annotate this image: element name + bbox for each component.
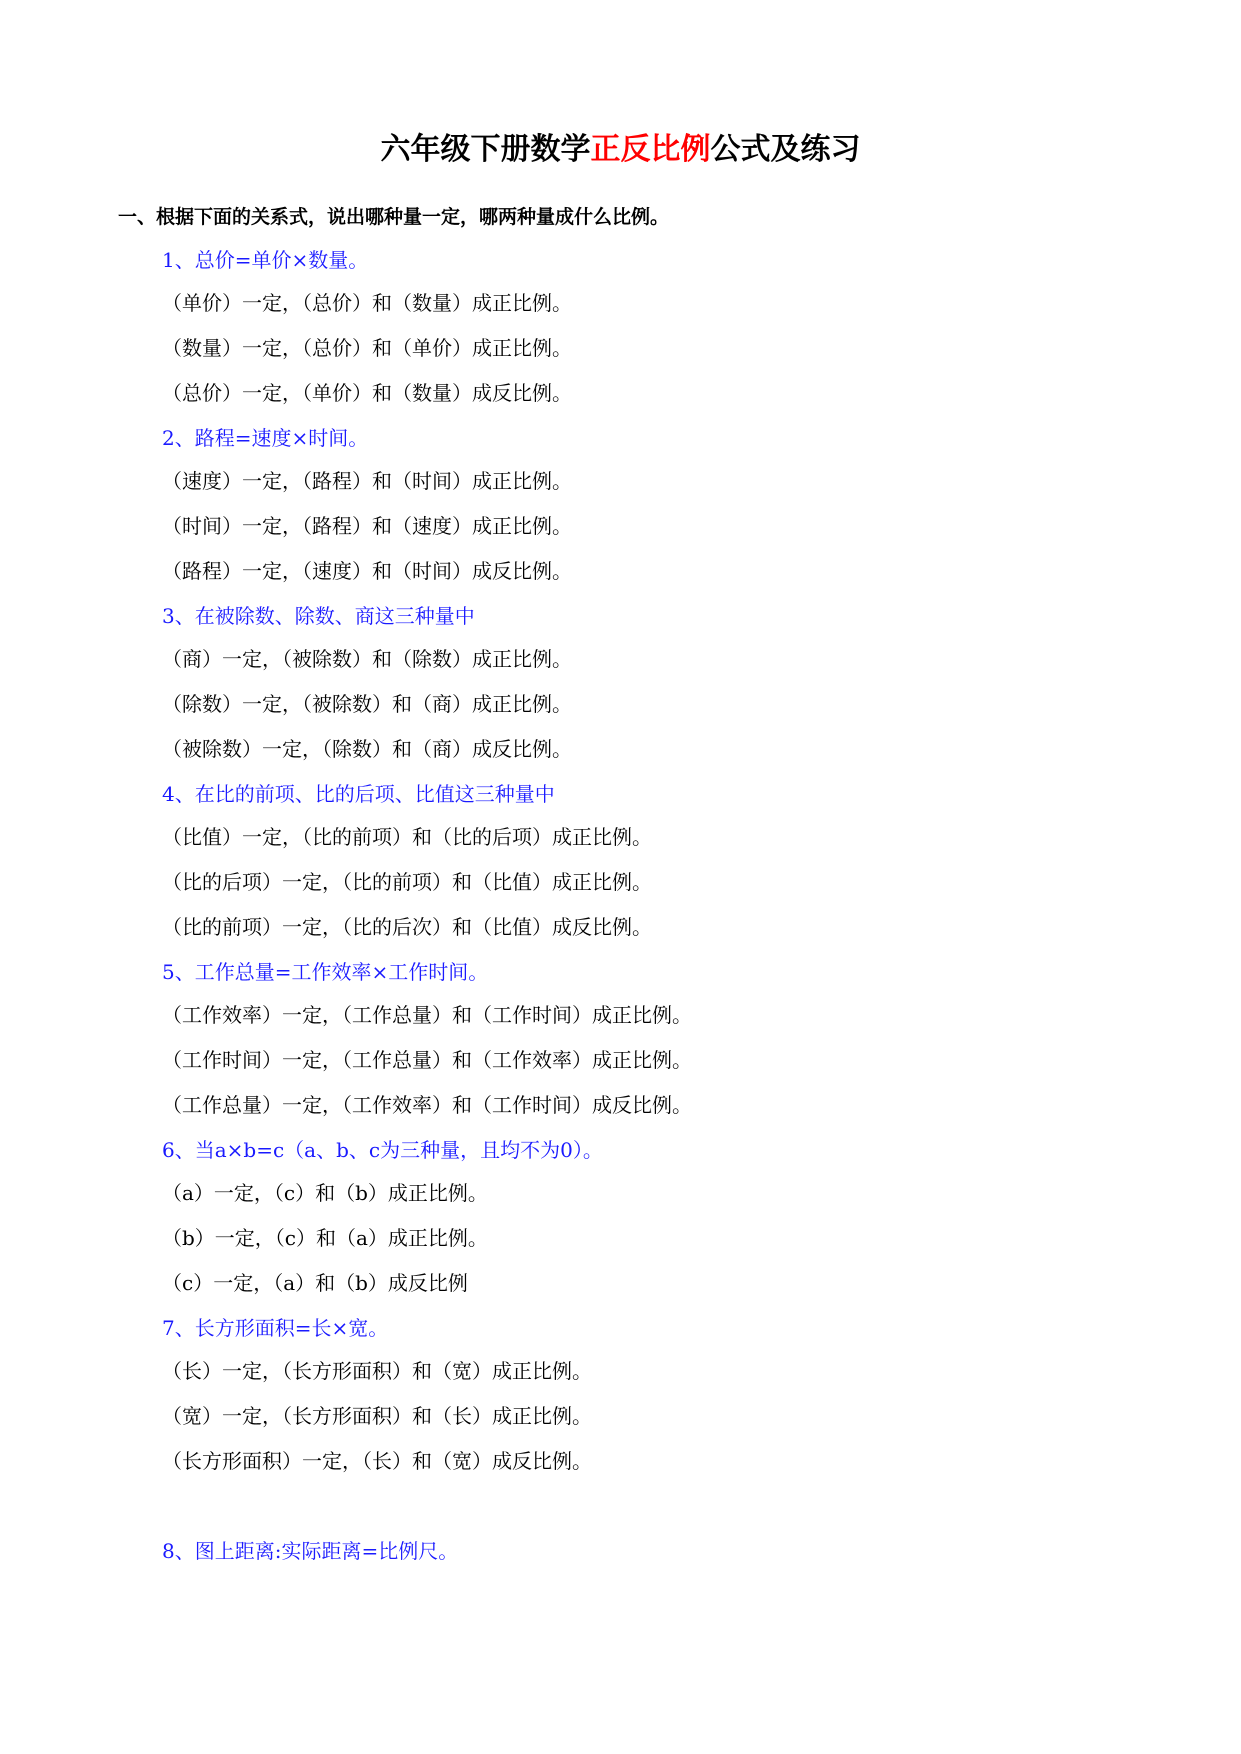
formula-heading: 2、路程=速度×时间。 [162,426,369,450]
title-prefix: 六年级下册数学 [380,132,591,167]
formula-group [162,245,1162,423]
relation-line: （工作总量）一定，（工作效率）和（工作时间）成反比例。 [162,1093,692,1117]
relation-line: （除数）一定，（被除数）和（商）成正比例。 [162,692,572,716]
formula-groups [162,245,1162,1579]
relation-line: （长）一定，（长方形面积）和（宽）成正比例。 [162,1359,592,1383]
section-heading: 一、根据下面的关系式，说出哪种量一定，哪两种量成什么比例。 [118,206,670,228]
relation-line: （宽）一定，（长方形面积）和（长）成正比例。 [162,1404,592,1428]
formula-heading: 5、工作总量=工作效率×工作时间。 [162,960,489,984]
relation-line: （时间）一定，（路程）和（速度）成正比例。 [162,514,572,538]
relation-line: （总价）一定，（单价）和（数量）成反比例。 [162,381,572,405]
formula-group [162,779,1162,957]
formula-group [162,1313,1162,1536]
title-highlight: 正反比例 [590,132,711,167]
page-title [0,130,1241,170]
relation-line: （路程）一定，（速度）和（时间）成反比例。 [162,559,572,583]
blank-line [162,1491,1162,1536]
relation-line: （工作时间）一定，（工作总量）和（工作效率）成正比例。 [162,1048,692,1072]
formula-heading: 7、长方形面积=长×宽。 [162,1316,389,1340]
relation-line: （b）一定，（c）和（a）成正比例。 [162,1226,488,1250]
relation-line: （比的前项）一定，（比的后次）和（比值）成反比例。 [162,915,652,939]
relation-line: （单价）一定，（总价）和（数量）成正比例。 [162,291,572,315]
relation-line: （c）一定，（a）和（b）成反比例 [162,1271,468,1295]
formula-heading: 3、在被除数、除数、商这三种量中 [162,604,475,628]
relation-line: （a）一定，（c）和（b）成正比例。 [162,1181,488,1205]
formula-group [162,423,1162,601]
relation-line: （商）一定，（被除数）和（除数）成正比例。 [162,647,572,671]
title-suffix: 公式及练习 [710,132,861,167]
formula-heading: 8、图上距离:实际距离=比例尺。 [162,1539,459,1563]
formula-heading: 4、在比的前项、比的后项、比值这三种量中 [162,782,555,806]
relation-line: （长方形面积）一定，（长）和（宽）成反比例。 [162,1449,592,1473]
formula-heading: 6、当a×b=c（a、b、c为三种量，且均不为0）。 [162,1138,603,1162]
relation-line: （数量）一定，（总价）和（单价）成正比例。 [162,336,572,360]
formula-group [162,1135,1162,1313]
formula-group [162,601,1162,779]
formula-group [162,957,1162,1135]
relation-line: （比的后项）一定，（比的前项）和（比值）成正比例。 [162,870,652,894]
relation-line: （速度）一定，（路程）和（时间）成正比例。 [162,469,572,493]
relation-line: （比值）一定，（比的前项）和（比的后项）成正比例。 [162,825,652,849]
formula-group [162,1536,1162,1579]
relation-line: （被除数）一定，（除数）和（商）成反比例。 [162,737,572,761]
formula-heading: 1、总价=单价×数量。 [162,248,369,272]
relation-line: （工作效率）一定，（工作总量）和（工作时间）成正比例。 [162,1003,692,1027]
